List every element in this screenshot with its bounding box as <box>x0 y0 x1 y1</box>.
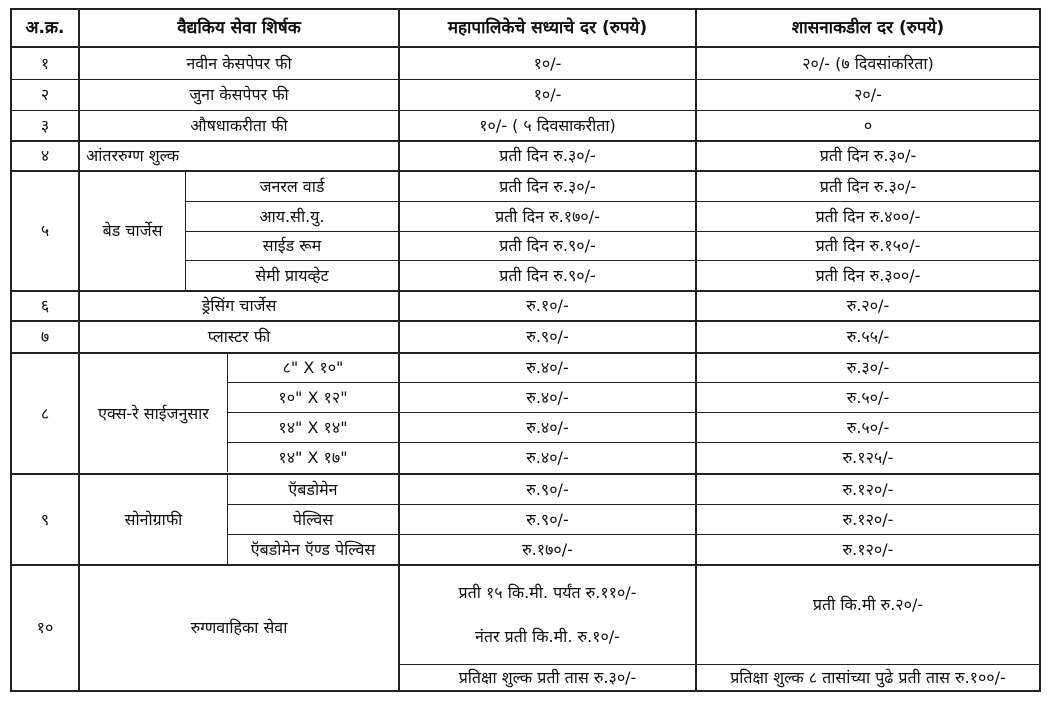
municipal-waiting-charge: प्रतिक्षा शुल्क प्रती तास रु.३०/- <box>458 667 637 687</box>
municipal-rate: प्रती दिन रु.९०/- <box>499 265 596 285</box>
sub-service-name: ऍबडोमेन ऍण्ड पेल्विस <box>250 539 376 559</box>
municipal-rate-line2: नंतर प्रती कि.मी. रु.१०/- <box>475 627 620 647</box>
sub-service-name: आय.सी.यु. <box>259 206 325 226</box>
row-number: ९ <box>40 509 50 529</box>
row-number: २ <box>40 85 50 105</box>
service-name: जुना केसपेपर फी <box>189 85 289 105</box>
government-rate: प्रती दिन रु.३०/- <box>819 146 917 166</box>
municipal-rate: १०/- <box>533 53 562 73</box>
municipal-rate: रु.१०/- <box>526 296 569 316</box>
government-rate: रु.५०/- <box>846 387 890 407</box>
header-municipal-rate: महापालिकेचे सध्याचे दर (रुपये) <box>447 17 648 38</box>
service-name: एक्स-रे साईजनुसार <box>98 403 209 423</box>
row-number: ५ <box>40 221 50 241</box>
header-service: वैद्यकिय सेवा शिर्षक <box>177 17 301 38</box>
municipal-rate: प्रती दिन रु.१७०/- <box>495 206 600 226</box>
municipal-rate: १०/- ( ५ दिवसाकरीता) <box>479 115 616 135</box>
sub-service-name: ऍबडोमेन <box>288 479 338 499</box>
header-number: अ.क्र. <box>25 17 65 38</box>
header-government-rate: शासनाकडील दर (रुपये) <box>791 17 945 38</box>
government-rate: प्रती दिन रु.१५०/- <box>815 236 921 256</box>
government-rate: २०/- (७ दिवसांकरिता) <box>802 53 934 73</box>
government-rate: रु.१२०/- <box>842 509 894 529</box>
sub-service-name: ८" X १०" <box>282 358 344 378</box>
government-rate: रु.१२५/- <box>842 448 894 468</box>
service-name: आंतररुग्ण शुल्क <box>86 146 180 166</box>
row-number: ६ <box>40 296 50 316</box>
sub-service-name: साईड रूम <box>262 236 322 256</box>
municipal-rate: रु.९०/- <box>526 327 569 347</box>
municipal-rate: प्रती दिन रु.३०/- <box>499 176 596 196</box>
government-rate: रु.१२०/- <box>842 539 894 559</box>
service-name: बेड चार्जेस <box>102 221 163 241</box>
sub-service-name: सेमी प्रायव्हेट <box>255 265 329 285</box>
service-name: सोनोग्राफी <box>124 509 183 529</box>
government-rate: ० <box>863 115 873 135</box>
government-rate: रु.५५/- <box>846 327 890 347</box>
government-rate: रु.५०/- <box>846 417 890 437</box>
government-rate: रु.१२०/- <box>842 479 894 499</box>
sub-service-name: १०" X १२" <box>278 387 348 407</box>
row-number: ४ <box>40 146 50 166</box>
municipal-rate: १०/- <box>533 85 562 105</box>
row-number: ८ <box>40 403 50 423</box>
municipal-rate: प्रती दिन रु.९०/- <box>499 236 596 256</box>
row-number: १० <box>36 618 54 638</box>
municipal-rate-line1: प्रती १५ कि.मी. पर्यंत रु.११०/- <box>458 583 637 603</box>
sub-service-name: जनरल वार्ड <box>259 176 325 196</box>
municipal-rate: प्रती दिन रु.३०/- <box>499 146 596 166</box>
municipal-rate: रु.४०/- <box>526 358 569 378</box>
municipal-rate: रु.४०/- <box>526 448 569 468</box>
government-rate-line1: प्रती कि.मी रु.२०/- <box>812 595 924 615</box>
service-name: रुग्णवाहिका सेवा <box>190 618 288 638</box>
service-name: प्लास्टर फी <box>207 327 271 347</box>
municipal-rate: रु.४०/- <box>526 417 569 437</box>
government-rate: प्रती दिन रु.४००/- <box>815 206 921 226</box>
sub-service-name: १४" X १४" <box>278 417 348 437</box>
government-rate: २०/- <box>854 85 882 105</box>
government-rate: प्रती दिन रु.३०/- <box>819 176 917 196</box>
sub-service-name: पेल्विस <box>292 509 334 529</box>
government-rate: प्रती दिन रु.३००/- <box>815 265 921 285</box>
government-rate: रु.३०/- <box>846 358 890 378</box>
municipal-rate: रु.१७०/- <box>522 539 573 559</box>
sub-service-name: १४" X १७" <box>278 448 348 468</box>
service-name: ड्रेसिंग चार्जेस <box>201 296 277 316</box>
government-waiting-charge: प्रतिक्षा शुल्क ८ तासांच्या पुढे प्रती तास रु.१००/- <box>730 667 1006 687</box>
row-number: १ <box>40 53 50 73</box>
municipal-rate: रु.९०/- <box>526 479 569 499</box>
table-border <box>10 690 1041 692</box>
service-name: औषधाकरीता फी <box>190 115 288 135</box>
row-number: ७ <box>40 327 50 347</box>
service-name: नवीन केसपेपर फी <box>186 53 292 73</box>
municipal-rate: रु.९०/- <box>526 509 569 529</box>
government-rate: रु.२०/- <box>846 296 890 316</box>
row-number: ३ <box>40 115 50 135</box>
municipal-rate: रु.४०/- <box>526 387 569 407</box>
